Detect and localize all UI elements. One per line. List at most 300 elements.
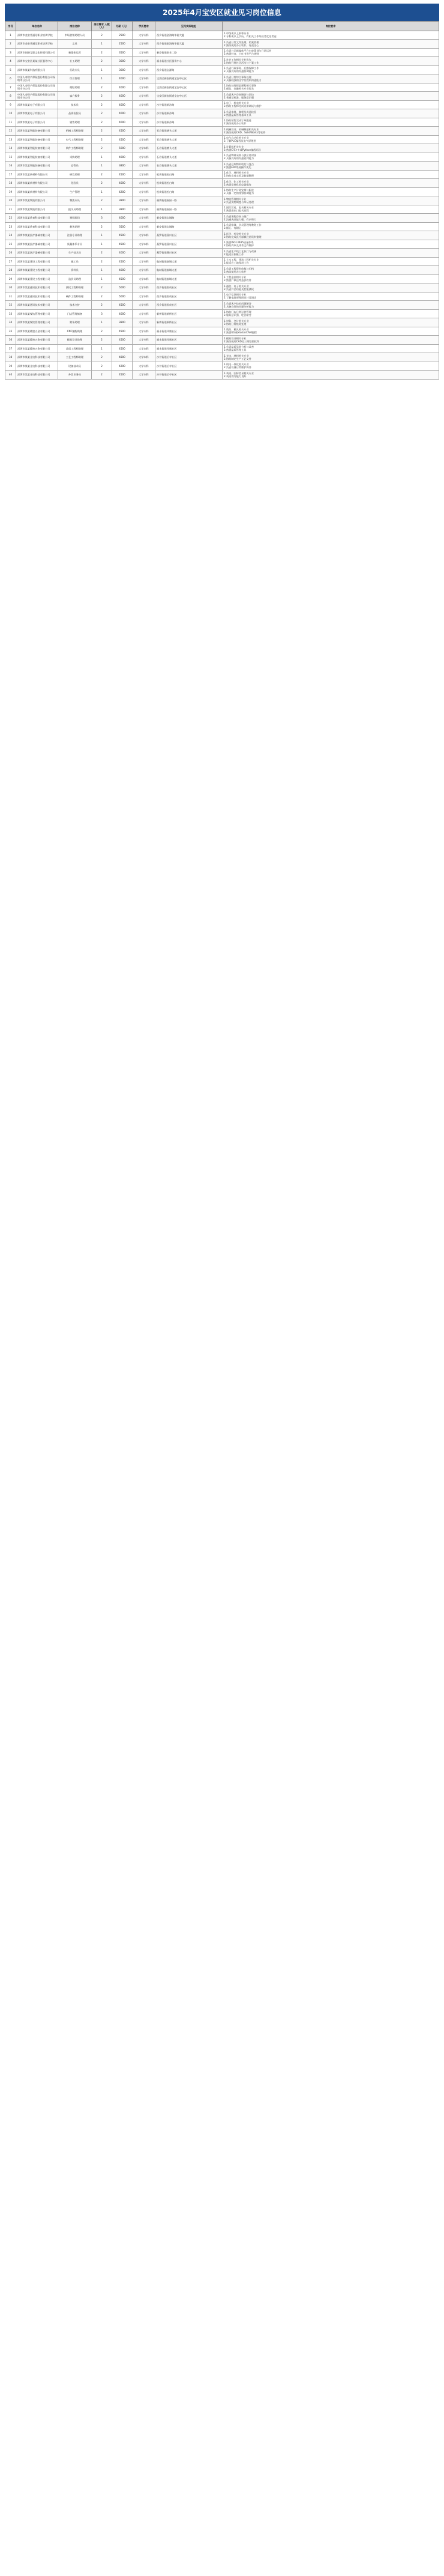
headcount: 3 [92,309,112,318]
company-name: 深圳市某某精密五金有限公司 [16,336,58,345]
work-address: 福海街道福园一路 [155,205,223,214]
row-number: 13 [5,135,16,144]
table-row [5,48,439,57]
work-address: 宝安区新安街道宝安中心区 [155,83,223,92]
table-row [5,92,439,101]
headcount: 1 [92,266,112,275]
position-name: 报关员助理 [58,205,92,214]
headcount: 1 [92,240,112,249]
work-address: 福永街道社区服务中心 [155,57,223,66]
headcount: 1 [92,40,112,49]
position-name: 模具设计助理 [58,336,92,345]
monthly-pay: 3000 [112,65,133,74]
position-name: 工艺工程师助理 [58,353,92,362]
table-row [5,266,439,275]
row-number: 25 [5,240,16,249]
table-row [5,318,439,327]
position-name: 综合管理 [58,74,92,83]
header-cell: 岗位要求 [223,22,439,31]
work-address: 新桥街道新桥社区 [155,309,223,318]
job-requirements: 1.负责日常文件处理、档案管理 2.熟练使用办公软件，有责任心 [223,40,439,49]
job-requirements: 1.英语、国际贸易相关专业 2.英语读写能力良好 [223,371,439,380]
table-row [5,187,439,196]
monthly-pay: 4500 [112,231,133,240]
headcount: 2 [92,336,112,345]
table-row [5,353,439,362]
education: 大学专科 [133,309,155,318]
education: 大学本科 [133,170,155,179]
job-requirements: 1.负责来料、制程及成品检验 2.熟悉品质管理基本工具 [223,109,439,118]
row-number: 8 [5,92,16,101]
education: 大学专科 [133,257,155,266]
monthly-pay: 4800 [112,353,133,362]
headcount: 2 [92,31,112,40]
monthly-pay: 4500 [112,127,133,136]
position-name: 理赔助理 [58,83,92,92]
row-number: 39 [5,362,16,371]
education: 大学专科 [133,362,155,371]
headcount: 2 [92,222,112,231]
company-name: 深圳市某某精密五金有限公司 [16,344,58,353]
work-address: 沙井街道后亭社区 [155,353,223,362]
work-address: 石岩街道塘头大道 [155,135,223,144]
monthly-pay: 4000 [112,179,133,188]
row-number: 2 [5,40,16,49]
work-address: 航城街道航城大道 [155,266,223,275]
education: 大学专科 [133,187,155,196]
company-name: 深圳市某某智能装备有限公司 [16,162,58,171]
monthly-pay: 2500 [112,31,133,40]
education: 大学本科 [133,371,155,380]
work-address: 松岗街道松白路 [155,187,223,196]
education: 大学专科 [133,179,155,188]
table-row [5,336,439,345]
company-name: 深圳市某某智能装备有限公司 [16,153,58,162]
table-row [5,57,439,66]
company-name: 深圳市某某教育科技有限公司 [16,214,58,223]
job-requirements: 1.模具设计相关专业 2.熟练使用CAD及三维绘图软件 [223,336,439,345]
header-cell: 序号 [5,22,16,31]
job-requirements: 1.土木工程、建筑工程相关专业 2.能适应工地现场工作 [223,257,439,266]
job-requirements: 1.工程造价相关专业 2.熟悉广联达等造价软件 [223,274,439,283]
table-row [5,249,439,258]
headcount: 2 [92,283,112,292]
row-number: 14 [5,144,16,153]
monthly-pay: 4000 [112,266,133,275]
company-name: 深圳市某某建设工程有限公司 [16,274,58,283]
row-number: 1 [5,31,16,40]
position-name: 课程顾问 [58,214,92,223]
row-number: 31 [5,292,16,301]
company-name: 深圳市某某医疗器械有限公司 [16,249,58,258]
headcount: 2 [92,196,112,205]
company-name: 深圳市某某电子有限公司 [16,109,58,118]
position-name: 行政专员 [58,65,92,74]
row-number: 33 [5,309,16,318]
job-sheet [5,4,439,380]
monthly-pay: 4200 [112,362,133,371]
job-requirements: 1.负责仓库物料收发与盘点 2.熟悉ERP系统操作优先 [223,162,439,171]
position-name: 资料员 [58,266,92,275]
headcount: 2 [92,48,112,57]
work-address: 航城街道航城大道 [155,274,223,283]
work-address: 沙井街道后亭社区 [155,371,223,380]
education: 大学本科 [133,127,155,136]
monthly-pay: 4000 [112,249,133,258]
headcount: 1 [92,74,112,83]
table-row [5,100,439,109]
position-name: CNC编程助理 [58,327,92,336]
work-address: 西乡街道金海路华源大厦 [155,31,223,40]
table-row [5,118,439,127]
position-name: 外贸业务员 [58,371,92,380]
headcount: 1 [92,344,112,353]
position-name: 品质工程师助理 [58,344,92,353]
headcount: 1 [92,65,112,74]
row-number: 20 [5,196,16,205]
job-requirements: 1.光电、材料相关专业 2.协助制定生产工艺文件 [223,353,439,362]
row-number: 34 [5,318,16,327]
header-cell: 单位名称 [16,22,58,31]
job-requirements: 1.国际贸易、报关相关专业 2.熟悉进出口报关流程 [223,205,439,214]
education: 大学专科 [133,222,155,231]
row-number: 26 [5,249,16,258]
education: 大学专科 [133,336,155,345]
header-cell: 岗位名称 [58,22,92,31]
table-row [5,65,439,74]
headcount: 1 [92,162,112,171]
work-address: 松岗街道松白路 [155,170,223,179]
table-row [5,40,439,49]
education: 大学本科 [133,144,155,153]
education: 大学专科 [133,301,155,310]
headcount: 2 [92,179,112,188]
job-requirements: 1.负责工程资料收集与归档 2.熟练使用办公软件 [223,266,439,275]
education: 大学本科 [133,74,155,83]
company-name: 深圳市金安普通话职业培训学校 [16,40,58,49]
work-address: 石岩街道塘头大道 [155,153,223,162]
row-number: 38 [5,353,16,362]
header-cell: 岗位需求 人数（人） [92,22,112,31]
company-name: 深圳市某某光电科技有限公司 [16,362,58,371]
table-row [5,214,439,223]
monthly-pay: 4000 [112,74,133,83]
monthly-pay: 4500 [112,327,133,336]
monthly-pay: 3500 [112,48,133,57]
table-row [5,362,439,371]
header-cell: 见习实际地址 [155,22,223,31]
row-number: 36 [5,336,16,345]
company-name: 深圳市某某餐饮管理有限公司 [16,318,58,327]
work-address: 新桥街道新桥社区 [155,318,223,327]
job-requirements: 1.数控、模具相关专业 2.熟悉UG或MasterCAM编程 [223,327,439,336]
job-requirements: 1.计算机相关专业 2.熟悉C/C++或Python编程语言 [223,144,439,153]
job-requirements: 1.化学、化工相关专业 2.熟悉常规化验仪器操作 [223,179,439,188]
table-row [5,344,439,353]
education: 大学专科 [133,205,155,214]
job-requirements: 1.负责公司新媒体平台内容策划与日常运营 2.熟悉抖音、小红书等平台规则 [223,48,439,57]
work-address: 沙井街道新沙路 [155,109,223,118]
job-requirements: 1.电气自动化相关专业 2.了解PLC编程及电气原理图 [223,135,439,144]
headcount: 2 [92,292,112,301]
monthly-pay: 4500 [112,240,133,249]
company-name: 深圳市某某精密五金有限公司 [16,327,58,336]
job-requirements: 1.负责物料采购与供应商对接 2.具备良好的沟通谈判能力 [223,153,439,162]
education: 大学专科 [133,57,155,66]
job-requirements: 1.协助生产计划安排与跟进 2.具备一定的统筹协调能力 [223,187,439,196]
position-name: 门店管理储备 [58,309,92,318]
headcount: 2 [92,353,112,362]
education: 大学专科 [133,162,155,171]
job-requirements: 1.负责品质异常分析与改善 2.熟悉品质管理工具 [223,344,439,353]
company-name: 深圳市某某建设工程有限公司 [16,266,58,275]
table-row [5,144,439,153]
row-number: 19 [5,187,16,196]
education: 大学本科 [133,283,155,292]
position-name: 财务助理 [58,318,92,327]
monthly-pay: 3500 [112,222,133,231]
job-requirements: 1.负责日常综合事务处理 2.具备较强的文字功底和沟通能力 [223,74,439,83]
table-row [5,170,439,179]
education: 大学专科 [133,318,155,327]
work-address: 福海街道福园一路 [155,196,223,205]
work-address: 西乡街道固戍社区 [155,283,223,292]
position-name: 品质检验员 [58,109,92,118]
education: 大学专科 [133,249,155,258]
monthly-pay: 4500 [112,170,133,179]
row-number: 30 [5,283,16,292]
work-address: 石岩街道塘头大道 [155,144,223,153]
company-name: 深圳市某某光电科技有限公司 [16,353,58,362]
education: 大学本科 [133,240,155,249]
position-name: 化验员 [58,179,92,188]
company-name: 深圳市某某电子有限公司 [16,100,58,109]
monthly-pay: 4500 [112,344,133,353]
company-name: 深圳市某某新材料有限公司 [16,187,58,196]
work-address: 西乡街道固戍社区 [155,292,223,301]
company-name: 深圳市某某电子有限公司 [16,118,58,127]
table-row [5,179,439,188]
monthly-pay: 4500 [112,257,133,266]
table-row [5,257,439,266]
position-name: 销售助理 [58,118,92,127]
education: 大学专科 [133,40,155,49]
work-address: 燕罗街道燕川社区 [155,231,223,240]
education: 大学专科 [133,327,155,336]
monthly-pay: 4500 [112,301,133,310]
monthly-pay: 3800 [112,196,133,205]
company-name: 深圳市某某智能装备有限公司 [16,135,58,144]
job-requirements: 1.负责行政事务、后勤保障工作 2.具备良好的沟通协调能力 [223,65,439,74]
headcount: 1 [92,318,112,327]
work-address: 沙井街道新沙路 [155,100,223,109]
monthly-pay: 3800 [112,162,133,171]
position-name: 社工助理 [58,57,92,66]
position-name: 设备技术员 [58,362,92,371]
work-address: 松岗街道松白路 [155,179,223,188]
job-requirements: 1.医学、药学相关专业 2.协助完成医疗器械注册资料整理 [223,231,439,240]
work-address: 石岩街道塘头大道 [155,127,223,136]
work-address: 新安街道宝城路 [155,214,223,223]
table-row [5,196,439,205]
education: 大学专科 [133,65,155,74]
table-row [5,153,439,162]
table-row [5,309,439,318]
row-number: 23 [5,222,16,231]
headcount: 2 [92,57,112,66]
headcount: 2 [92,135,112,144]
company-name: 深圳市某某智能装备有限公司 [16,144,58,153]
work-address: 福永街道凤凰社区 [155,327,223,336]
monthly-pay: 4000 [112,153,133,162]
education: 大学专科 [133,196,155,205]
row-number: 32 [5,301,16,310]
work-address: 西乡街道固戍社区 [155,301,223,310]
row-number: 15 [5,153,16,162]
headcount: 2 [92,170,112,179]
position-name: 生产技术员 [58,249,92,258]
monthly-pay: 5000 [112,292,133,301]
job-requirements: 1.社会工作相关专业优先 2.协助开展社区活动与个案工作 [223,57,439,66]
table-row [5,127,439,136]
headcount: 1 [92,231,112,240]
headcount: 2 [92,144,112,153]
monthly-pay: 4500 [112,336,133,345]
company-name: 中国人寿财产保险股份有限公司深圳市分公司 [16,92,58,101]
work-address: 宝安区新安街道宝安中心区 [155,74,223,83]
company-name: 深圳市某某新材料有限公司 [16,179,58,188]
row-number: 10 [5,109,16,118]
position-name: 教务助理 [58,222,92,231]
job-requirements: 1.通信、电子相关专业 2.负责产品功能及性能测试 [223,283,439,292]
position-name: 生产管理 [58,187,92,196]
table-row [5,327,439,336]
education: 大学专科 [133,266,155,275]
row-number: 3 [5,48,16,57]
position-name: 物流专员 [58,196,92,205]
work-address: 沙井街道新沙路 [155,118,223,127]
row-number: 28 [5,266,16,275]
headcount: 2 [92,92,112,101]
row-number: 11 [5,118,16,127]
company-name: 深圳市某某光电科技有限公司 [16,371,58,380]
work-address: 航城街道航城大道 [155,257,223,266]
work-address: 宝安区新安街道宝安中心区 [155,92,223,101]
position-name: 电气工程师助理 [58,135,92,144]
row-number: 40 [5,371,16,380]
company-name: 深圳市金安普通话职业培训学校 [16,31,58,40]
job-requirements: 1.机械设计、机械制造相关专业 2.熟练使用CAD、SolidWorks等软件 [223,127,439,136]
row-number: 27 [5,257,16,266]
job-requirements: 1.化学、材料相关专业 2.协助完成实验及数据整理 [223,170,439,179]
table-header-row [5,22,439,31]
education: 大学本科 [133,344,155,353]
table-row [5,31,439,40]
position-name: 文员 [58,40,92,49]
position-name: 市场营销助理人员 [58,31,92,40]
headcount: 2 [92,371,112,380]
table-row [5,301,439,310]
row-number: 5 [5,65,16,74]
monthly-pay: 3000 [112,57,133,66]
headcount: 2 [92,100,112,109]
row-number: 35 [5,327,16,336]
position-name: 造价员助理 [58,274,92,283]
headcount: 1 [92,153,112,162]
job-requirements: 1.物流管理相关专业 2.负责货物调度与单证处理 [223,196,439,205]
table-row [5,240,439,249]
position-name: 测试工程师助理 [58,283,92,292]
headcount: 2 [92,362,112,371]
position-name: 注册专员助理 [58,231,92,240]
headcount: 2 [92,118,112,127]
position-name: 技术员 [58,100,92,109]
education: 大学专科 [133,118,155,127]
position-name: 仓管员 [58,162,92,171]
position-name: 研发助理 [58,170,92,179]
position-name: 质量体系专员 [58,240,92,249]
row-number: 9 [5,100,16,109]
monthly-pay: 4000 [112,309,133,318]
table-row [5,292,439,301]
work-address: 石岩街道塘头大道 [155,162,223,171]
position-name: 新媒体运营 [58,48,92,57]
row-number: 29 [5,274,16,283]
company-name: 深圳市某某科技有限公司 [16,65,58,74]
job-requirements: 1.负责客户咨询解答与回访 2.普通话标准，服务意识强 [223,92,439,101]
table-row [5,83,439,92]
headcount: 1 [92,205,112,214]
work-address: 沙井街道后亭社区 [155,362,223,371]
job-requirements: 1.财务、会计相关专业 2.协助日常账务处理 [223,318,439,327]
job-requirements: 1.熟悉ISO13485质量体系 2.协助内审及体系文件维护 [223,240,439,249]
page-title: 2025年4月宝安区就业见习岗位信息 [5,4,439,21]
monthly-pay: 3800 [112,318,133,327]
headcount: 2 [92,109,112,118]
row-number: 24 [5,231,16,240]
monthly-pay: 4500 [112,135,133,144]
job-requirements: 1.协助处理保险理赔相关事务 2.保险、金融相关专业优先 [223,83,439,92]
row-number: 4 [5,57,16,66]
company-name: 深圳市某某医疗器械有限公司 [16,231,58,240]
job-requirements: 1.机电一体化相关专业 2.负责设备日常维护保养 [223,362,439,371]
monthly-pay: 4000 [112,109,133,118]
company-name: 深圳市某某智能装备有限公司 [16,127,58,136]
company-name: 深圳市创新互联文化传媒有限公司 [16,48,58,57]
education: 大学专科 [133,153,155,162]
monthly-pay: 4500 [112,371,133,380]
monthly-pay: 5000 [112,283,133,292]
job-requirements: 1.负责生产线工艺执行与改善 2.能适应倒班工作 [223,249,439,258]
education: 大学专科 [133,31,155,40]
company-name: 深圳市某某物流有限公司 [16,196,58,205]
education: 大学专科 [133,48,155,57]
company-name: 中国人寿财产保险股份有限公司深圳市分公司 [16,74,58,83]
job-requirements: 1.负责排课、学员管理等教务工作 2.细心、有耐心 [223,222,439,231]
row-number: 12 [5,127,16,136]
row-number: 16 [5,162,16,171]
education: 大学本科 [133,231,155,240]
company-name: 深圳市某某通讯技术有限公司 [16,301,58,310]
headcount: 2 [92,249,112,258]
job-requirements: 1.电子、机电相关专业 2.协助工程师完成设备调试与维护 [223,100,439,109]
table-row [5,274,439,283]
education: 大学专科 [133,92,155,101]
table-row [5,231,439,240]
headcount: 2 [92,301,112,310]
education: 大学专科 [133,100,155,109]
position-name: 机械工程师助理 [58,127,92,136]
